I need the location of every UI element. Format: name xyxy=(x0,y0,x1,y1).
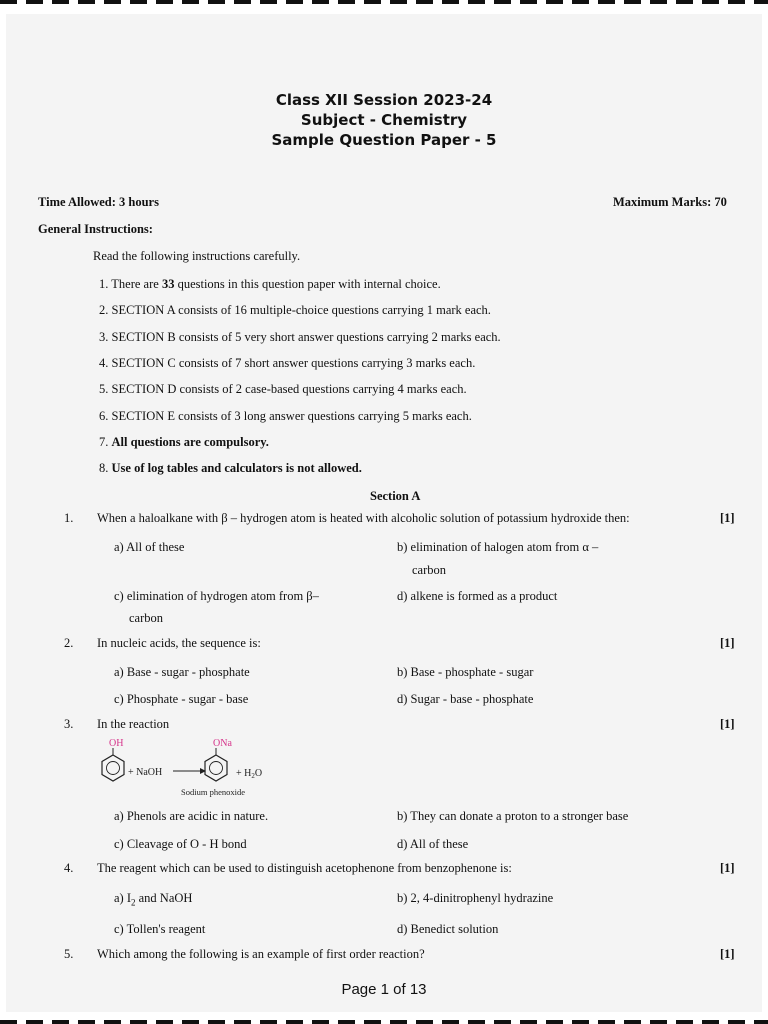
sodium-phenoxide-label: Sodium phenoxide xyxy=(181,787,245,797)
bottom-dashed-border xyxy=(0,1020,768,1024)
oh-label: OH xyxy=(109,738,124,749)
reaction-svg xyxy=(96,735,276,799)
question-4-marks: [1] xyxy=(720,861,735,875)
instruction-7: 7. All questions are compulsory. xyxy=(99,435,269,449)
water-label: + $H_2O$ xyxy=(236,768,263,780)
question-1-number: 1. xyxy=(64,511,74,525)
question-2-marks: [1] xyxy=(720,636,735,650)
question-2-text: In nucleic acids, the sequence is: xyxy=(97,636,261,650)
question-3-option-c[interactable]: c) Cleavage of O - H bond xyxy=(114,837,247,851)
question-4-text: The reagent which can be used to distinguish acetophenone from benzophenone is: xyxy=(97,861,512,875)
question-1-option-b[interactable]: b) elimination of halogen atom from α – xyxy=(397,540,599,554)
phenol-reaction-diagram xyxy=(96,735,276,804)
question-4-option-d[interactable]: d) Benedict solution xyxy=(397,922,499,936)
benzene-ring-left xyxy=(102,755,124,781)
instruction-5: 5. SECTION D consists of 2 case-based questions carrying 4 marks each. xyxy=(99,382,467,396)
question-1-text: When a haloalkane with β – hydrogen atom is heated with alcoholic solution of potassium hydroxide then: xyxy=(97,511,630,525)
question-2-option-c[interactable]: c) Phosphate - sugar - base xyxy=(114,692,249,706)
ona-label: ONa xyxy=(213,738,232,749)
question-3-text: In the reaction xyxy=(97,717,170,731)
question-2-option-a[interactable]: a) Base - sugar - phosphate xyxy=(114,665,250,679)
instruction-1: 1. There are 33 questions in this question paper with internal choice. xyxy=(99,277,441,291)
benzene-ring-right xyxy=(205,755,227,781)
question-4-option-a[interactable]: a) $I_2$ and NaOH xyxy=(114,891,193,908)
aromatic-circle-left xyxy=(107,762,120,775)
time-allowed: Time Allowed: 3 hours xyxy=(38,195,159,209)
question-3-marks: [1] xyxy=(720,717,735,731)
question-1-option-a[interactable]: a) All of these xyxy=(114,540,185,554)
instruction-4: 4. SECTION C consists of 7 short answer questions carrying 3 marks each. xyxy=(99,356,476,370)
question-4-number: 4. xyxy=(64,861,74,875)
maximum-marks: Maximum Marks: 70 xyxy=(613,195,727,209)
general-instructions-heading: General Instructions: xyxy=(38,222,153,236)
question-5-text: Which among the following is an example of first order reaction? xyxy=(97,947,425,961)
question-3-number: 3. xyxy=(64,717,74,731)
class-session-title: Class XII Session 2023-24 xyxy=(275,91,493,109)
section-a-heading: Section A xyxy=(370,489,421,503)
instruction-8: 8. Use of log tables and calculators is not allowed. xyxy=(99,461,362,475)
question-2-option-d[interactable]: d) Sugar - base - phosphate xyxy=(397,692,534,706)
question-4-option-c[interactable]: c) Tollen's reagent xyxy=(114,922,206,936)
question-1-marks: [1] xyxy=(720,511,735,525)
question-2-number: 2. xyxy=(64,636,74,650)
question-3-option-a[interactable]: a) Phenols are acidic in nature. xyxy=(114,809,269,823)
question-1-option-c[interactable]: c) elimination of hydrogen atom from β– xyxy=(114,589,319,603)
question-1-option-b-cont: carbon xyxy=(412,563,447,577)
instruction-3: 3. SECTION B consists of 5 very short answer questions carrying 2 marks each. xyxy=(99,330,501,344)
instruction-6: 6. SECTION E consists of 3 long answer questions carrying 5 marks each. xyxy=(99,409,472,423)
top-dashed-border xyxy=(0,0,768,4)
question-5-number: 5. xyxy=(64,947,74,961)
question-2-option-b[interactable]: b) Base - phosphate - sugar xyxy=(397,665,534,679)
paper-title: Sample Question Paper - 5 xyxy=(271,131,497,149)
aromatic-circle-right xyxy=(210,762,223,775)
question-4-option-b[interactable]: b) 2, 4-dinitrophenyl hydrazine xyxy=(397,891,554,905)
subject-title: Subject - Chemistry xyxy=(300,111,468,129)
page-number-footer: Page 1 of 13 xyxy=(341,981,427,998)
instruction-2: 2. SECTION A consists of 16 multiple-choice questions carrying 1 mark each. xyxy=(99,303,491,317)
naoh-label: + NaOH xyxy=(128,767,163,778)
question-3-option-b[interactable]: b) They can donate a proton to a stronger base xyxy=(397,809,629,823)
read-instructions-text: Read the following instructions carefully. xyxy=(93,249,301,263)
question-3-option-d[interactable]: d) All of these xyxy=(397,837,469,851)
question-1-option-d[interactable]: d) alkene is formed as a product xyxy=(397,589,558,603)
question-1-option-c-cont: carbon xyxy=(129,611,164,625)
question-5-marks: [1] xyxy=(720,947,735,961)
